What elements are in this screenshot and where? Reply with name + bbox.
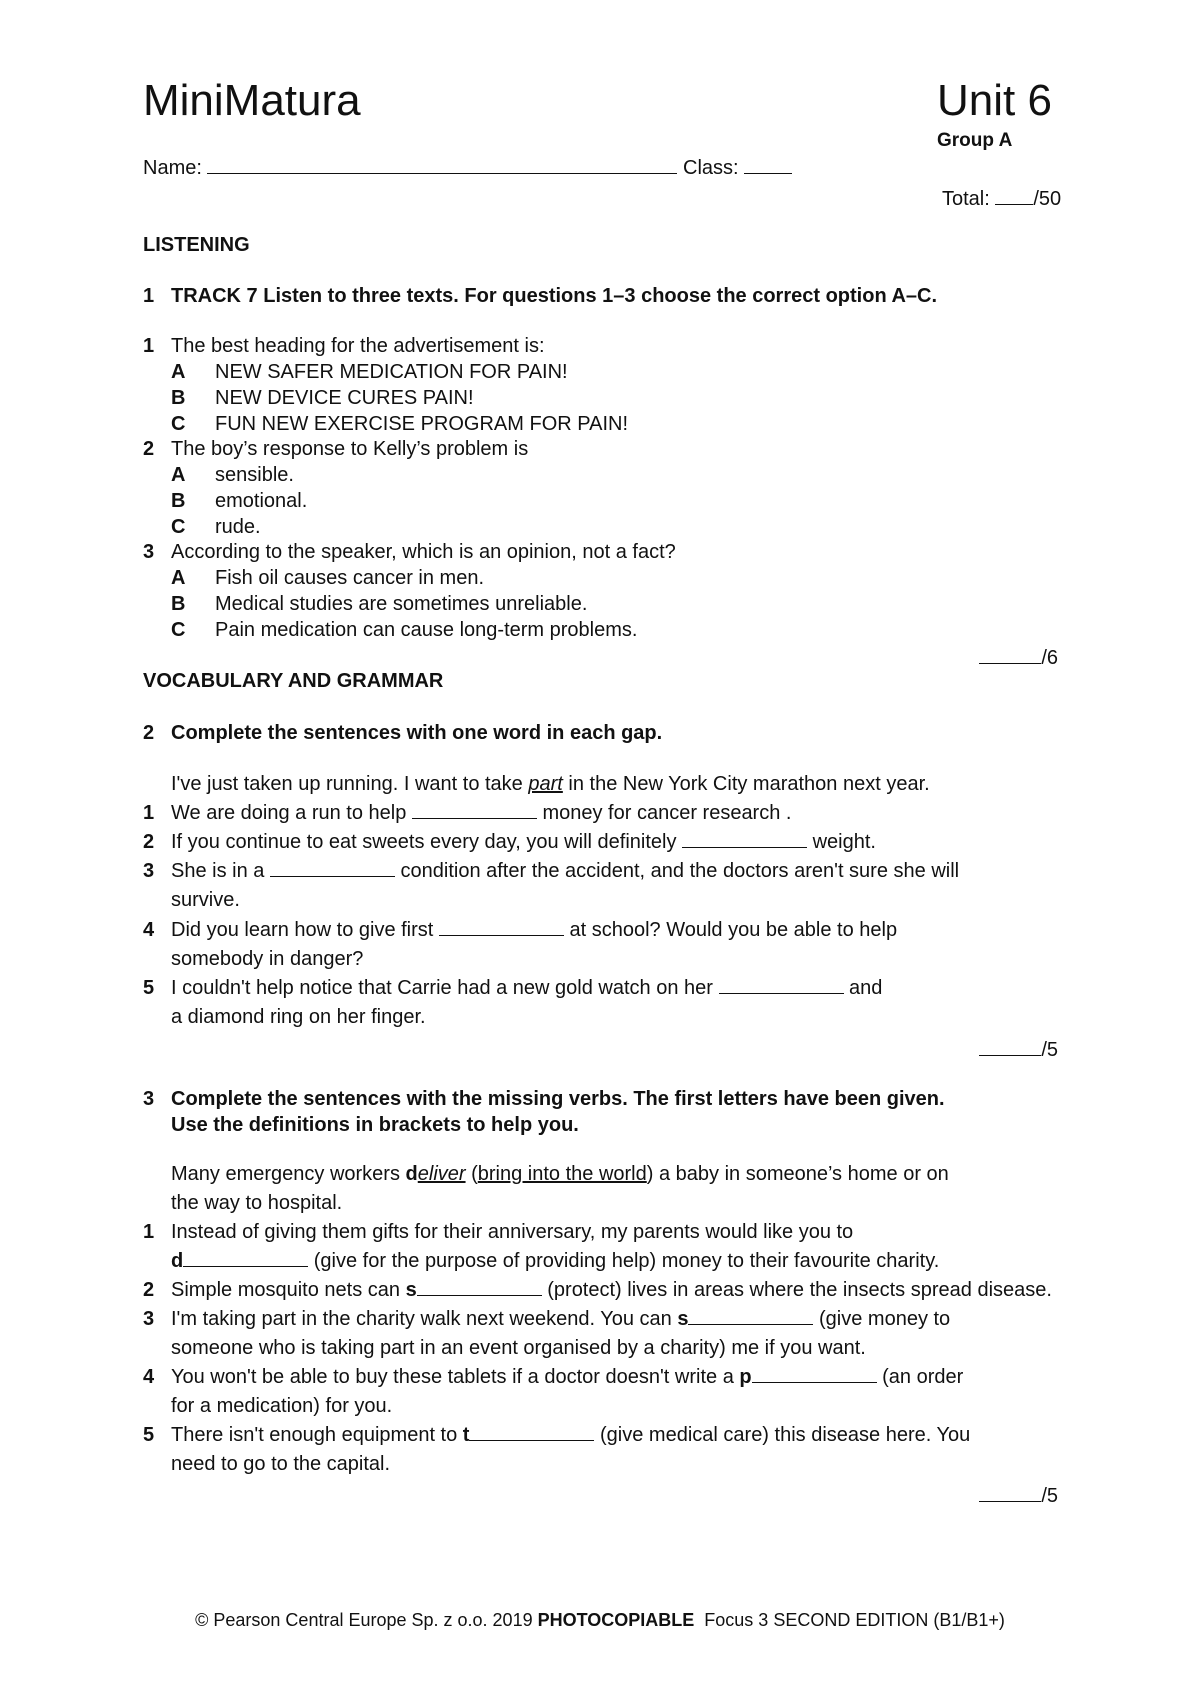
task-number: 1 xyxy=(143,285,155,307)
listening-score: /6 xyxy=(979,645,1058,670)
class-blank[interactable] xyxy=(744,155,792,174)
gap-input[interactable] xyxy=(183,1248,308,1267)
total-max: /50 xyxy=(1033,188,1062,210)
name-label: Name: xyxy=(143,157,202,179)
verbs-score-blank[interactable] xyxy=(979,1483,1041,1502)
gap-input[interactable] xyxy=(688,1306,813,1325)
photocopiable-label: PHOTOCOPIABLE xyxy=(537,1610,695,1630)
total-label: Total: xyxy=(942,188,990,210)
gap-input[interactable] xyxy=(417,1277,542,1296)
gap-input[interactable] xyxy=(682,829,807,848)
vocab-score: /5 xyxy=(979,1037,1058,1062)
page-footer xyxy=(0,1610,1200,1631)
gap-input[interactable] xyxy=(412,800,537,819)
verbs-score: /5 xyxy=(979,1483,1058,1508)
worksheet-title: MiniMatura xyxy=(143,76,361,125)
total-score xyxy=(942,186,1061,212)
gap-input[interactable] xyxy=(752,1364,877,1383)
unit-label: Unit 6 xyxy=(937,76,1052,125)
group-label: Group A xyxy=(937,130,1013,151)
copyright: © Pearson Central Europe Sp. z o.o. 2019 xyxy=(195,1610,538,1630)
gap-input[interactable] xyxy=(270,858,395,877)
class-label: Class: xyxy=(683,157,739,179)
listening-score-blank[interactable] xyxy=(979,645,1041,664)
example-definition: bring into the world xyxy=(477,1163,647,1185)
gap-input[interactable] xyxy=(469,1422,594,1441)
example-answer: eliver xyxy=(417,1163,466,1185)
vocab-score-blank[interactable] xyxy=(979,1037,1041,1056)
listening-heading: LISTENING xyxy=(143,234,250,256)
gap-input[interactable] xyxy=(719,975,844,994)
gap-input[interactable] xyxy=(439,917,564,936)
total-blank[interactable] xyxy=(995,186,1033,205)
name-field[interactable] xyxy=(143,155,792,181)
vocab-heading: VOCABULARY AND GRAMMAR xyxy=(143,670,444,692)
example-answer: part xyxy=(528,773,563,795)
name-blank[interactable] xyxy=(207,155,677,174)
instruction-text: TRACK 7 Listen to three texts. For questions 1–3 choose the correct option A–C. xyxy=(171,285,938,307)
book-title: Focus 3 SECOND EDITION (B1/B1+) xyxy=(694,1610,1005,1630)
